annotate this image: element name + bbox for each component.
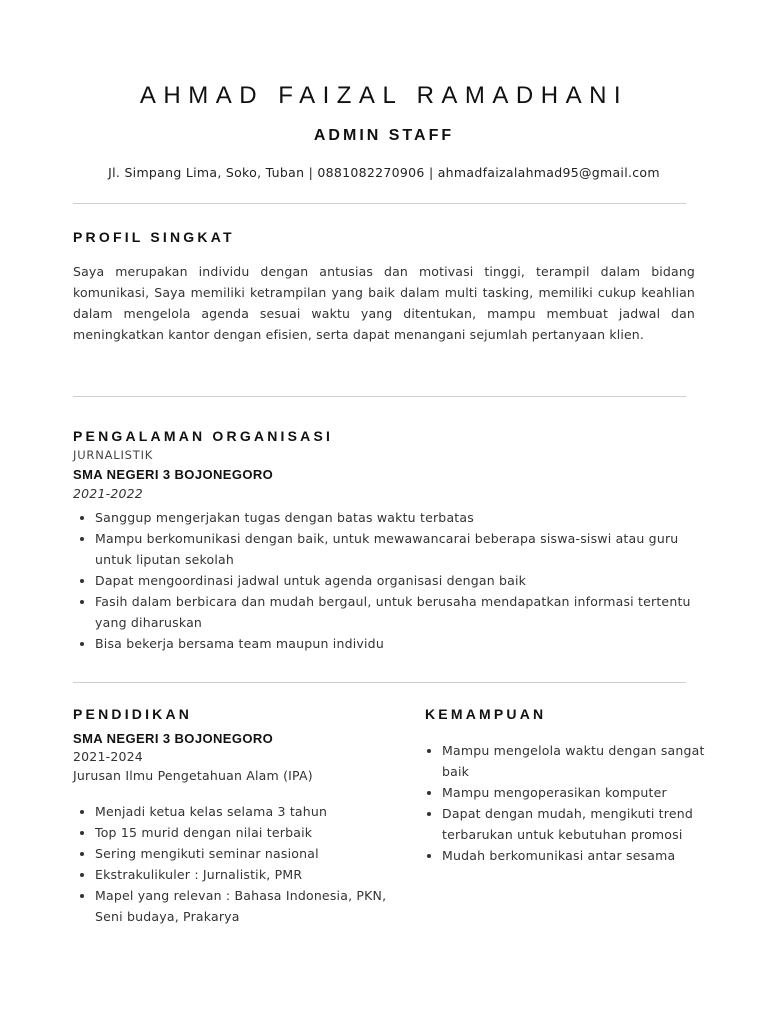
list-item: • Mampu mengoperasikan komputer <box>442 782 712 803</box>
list-item: • Top 15 murid dengan nilai terbaik <box>95 822 405 843</box>
list-item: • Mudah berkomunikasi antar sesama <box>442 845 712 866</box>
list-item: • Dapat dengan mudah, mengikuti trend terbarukan untuk kebutuhan promosi <box>442 803 712 845</box>
divider <box>73 203 686 204</box>
education-major: Jurusan Ilmu Pengetahuan Alam (IPA) <box>73 768 313 783</box>
list-item: • Fasih dalam berbicara dan mudah bergaul, untuk berusaha mendapatkan informasi tertentu yang diharuskan <box>95 591 717 633</box>
education-period: 2021-2024 <box>73 749 143 764</box>
list-item: • Bisa bekerja bersama team maupun individu <box>95 633 717 654</box>
list-item: • Ekstrakulikuler : Jurnalistik, PMR <box>95 864 405 885</box>
organization-period: 2021-2022 <box>73 486 143 501</box>
education-heading: PENDIDIKAN <box>73 706 193 722</box>
list-item: • Menjadi ketua kelas selama 3 tahun <box>95 801 405 822</box>
education-school: SMA NEGERI 3 BOJONEGORO <box>73 731 274 746</box>
organization-place: SMA NEGERI 3 BOJONEGORO <box>73 467 274 482</box>
list-item: • Sering mengikuti seminar nasional <box>95 843 405 864</box>
organization-heading: PENGALAMAN ORGANISASI <box>73 428 334 444</box>
divider <box>73 682 686 683</box>
candidate-name: AHMAD FAIZAL RAMADHANI <box>139 82 629 109</box>
list-item: • Mampu berkomunikasi dengan baik, untuk mewawancarai beberapa siswa-siswi atau guru untuk liputan sekolah <box>95 528 717 570</box>
list-item: • Sanggup mengerjakan tugas dengan batas waktu terbatas <box>95 507 717 528</box>
list-item: • Mampu mengelola waktu dengan sangat baik <box>442 740 712 782</box>
education-list <box>73 801 405 927</box>
skills-heading: KEMAMPUAN <box>425 706 547 722</box>
profile-heading: PROFIL SINGKAT <box>73 229 235 245</box>
contact-info: Jl. Simpang Lima, Soko, Tuban | 0881082270906 | ahmadfaizalahmad95@gmail.com <box>108 165 660 180</box>
profile-text: Saya merupakan individu dengan antusias dan motivasi tinggi, terampil dalam bidang komunikasi, Saya memiliki ketrampilan yang baik dalam multi tasking, memiliki cukup keahlian dalam mengelola agenda sesuai waktu yang ditentukan, mampu membuat jadwal dan meningkatkan kantor dengan efisien, serta dapat menangani sejumlah pertanyaan klien. <box>73 264 695 342</box>
skills-list <box>420 740 712 866</box>
list-item: • Dapat mengoordinasi jadwal untuk agenda organisasi dengan baik <box>95 570 717 591</box>
organization-list <box>73 507 717 654</box>
divider <box>73 396 686 397</box>
organization-position: JURNALISTIK <box>73 448 154 462</box>
list-item: • Mapel yang relevan : Bahasa Indonesia, PKN, Seni budaya, Prakarya <box>95 885 405 927</box>
job-title: ADMIN STAFF <box>313 127 455 144</box>
